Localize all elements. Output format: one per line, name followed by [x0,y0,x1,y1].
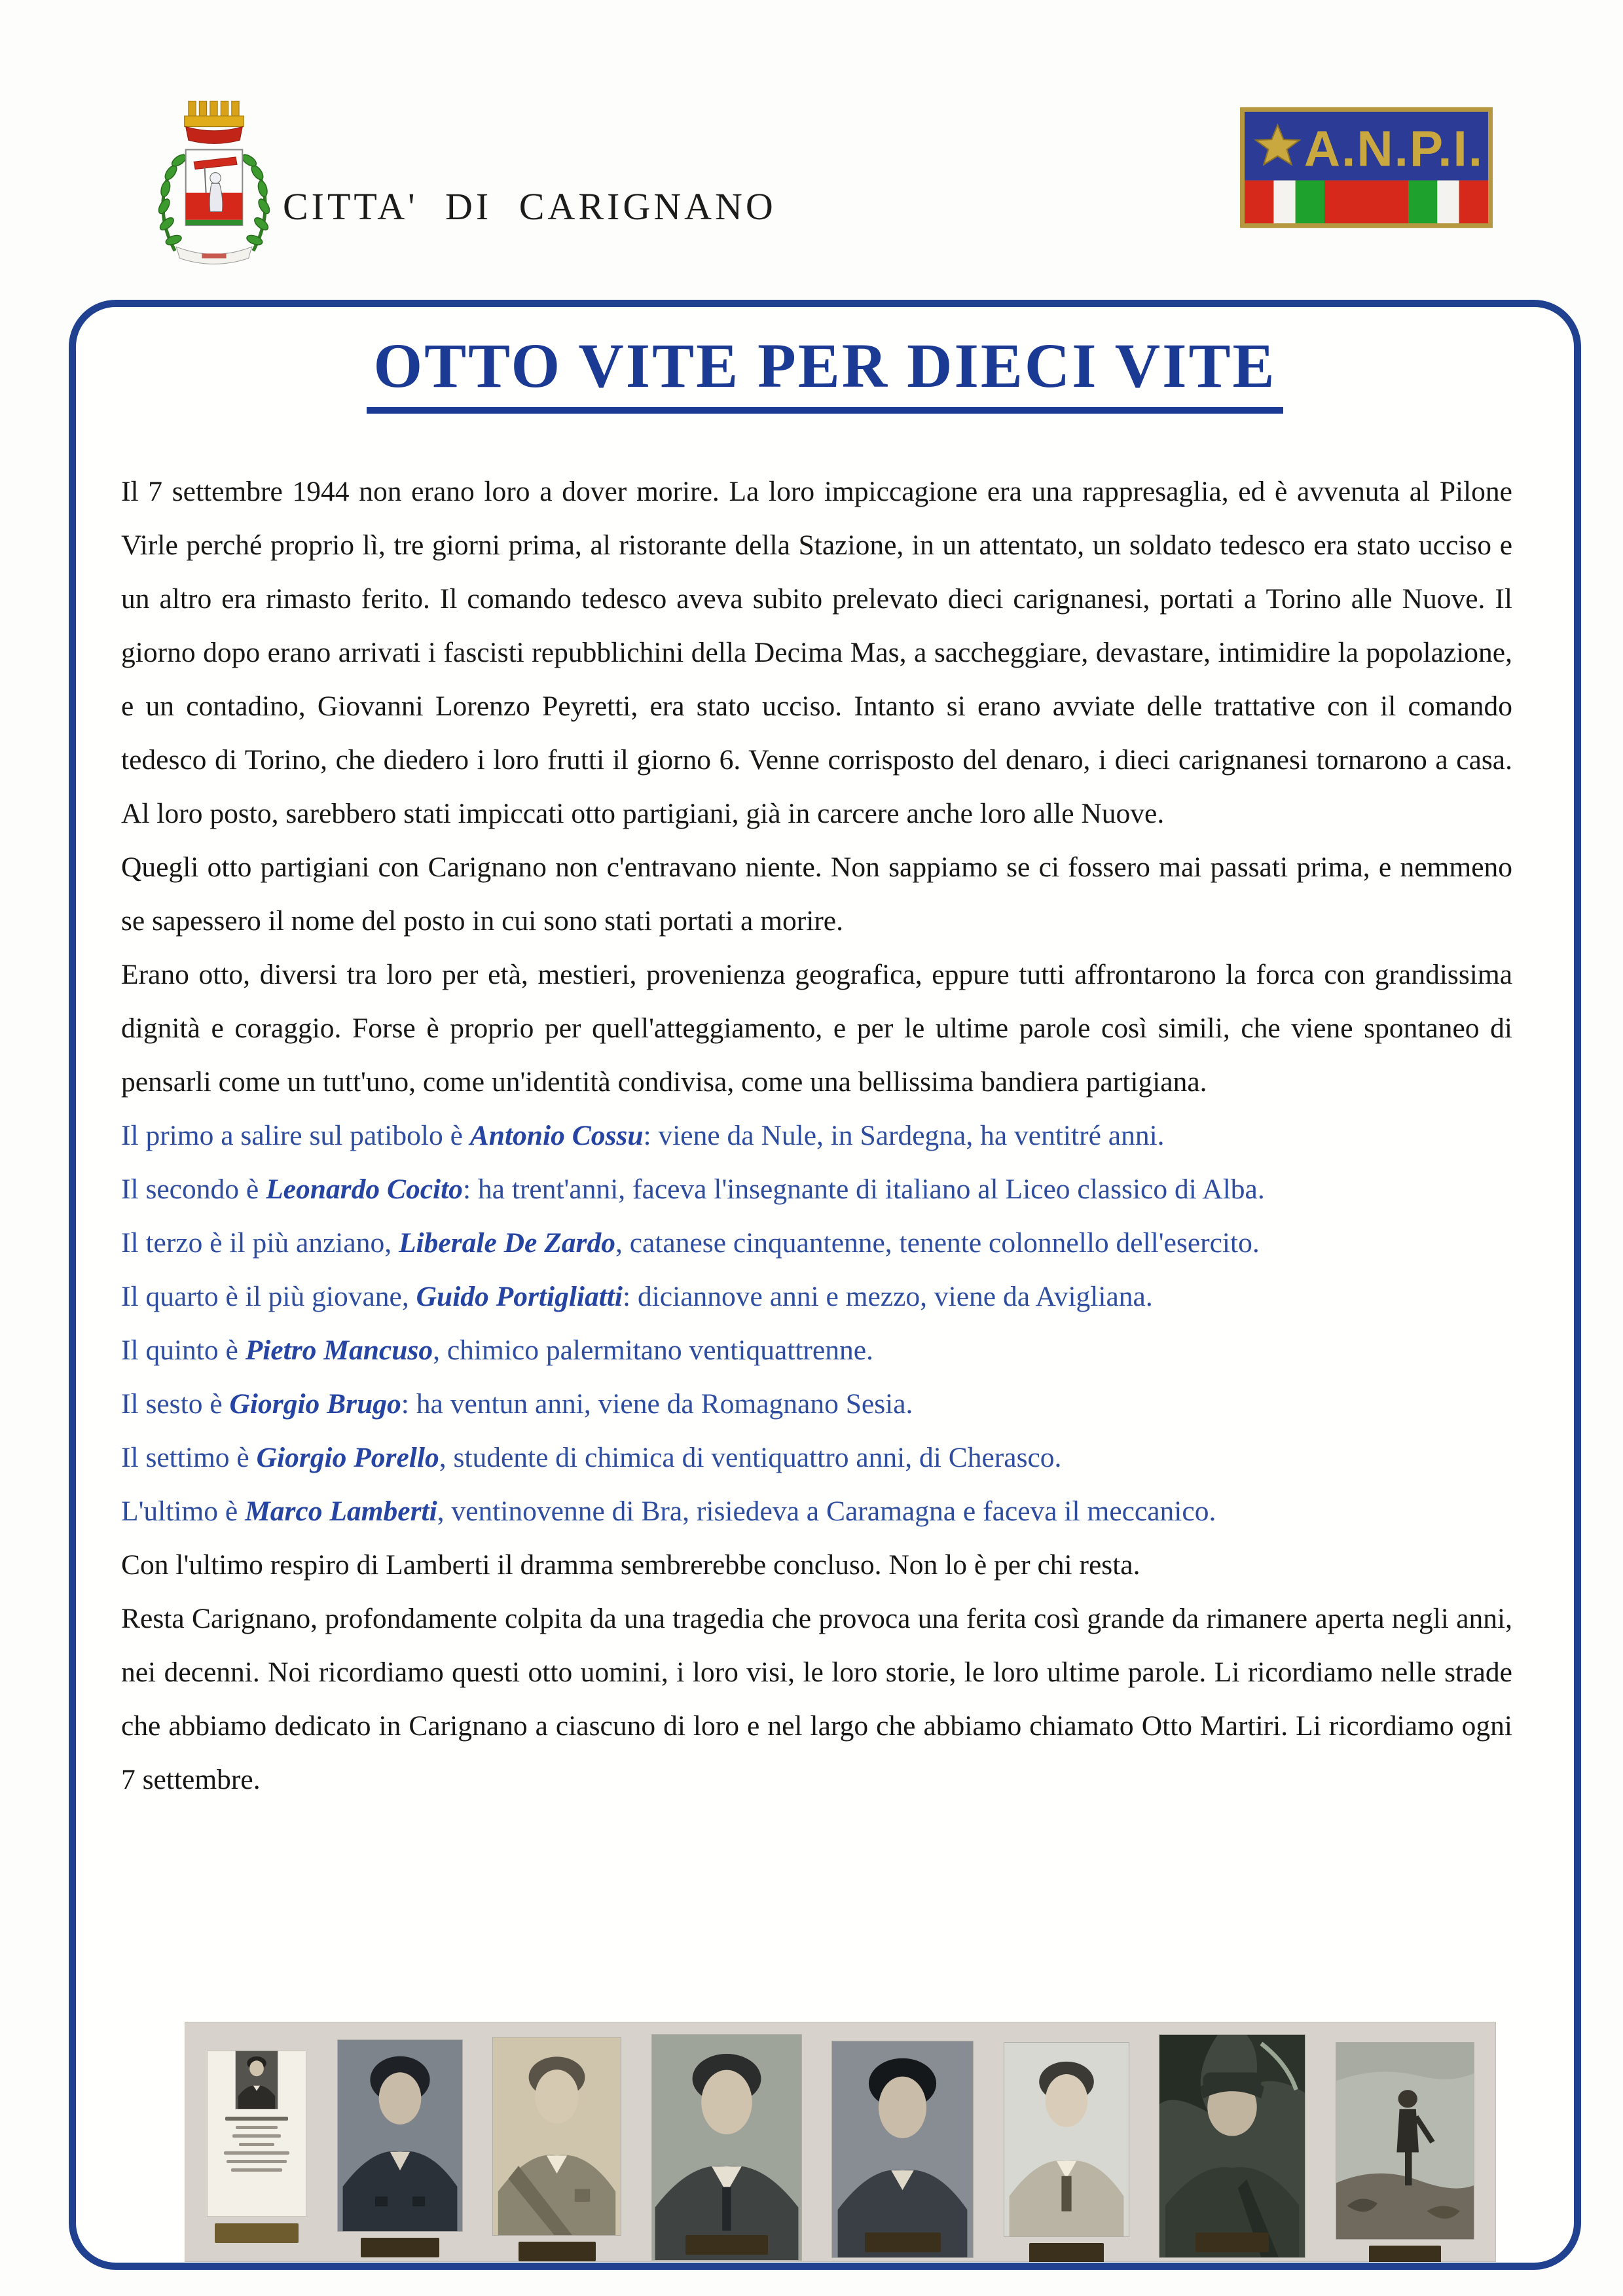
document-title-text: OTTO VITE PER DIECI VITE [367,329,1283,414]
anpi-tricolor-ribbon [1245,181,1488,224]
paragraph-intro: Il 7 settembre 1944 non erano loro a dover morire. La loro impiccagione era una rappresaglia, ed è avvenuta al Pilone Virle perché proprio lì, tre giorni prima, al ristorante della Stazione, in un attentato, un soldato tedesco era stato ucciso e un altro era rimasto ferito. Il comando tedesco aveva subito prelevato dieci carignanesi, portati a Torino alle Nuove. Il giorno dopo erano arrivati i fascisti repubblichini della Decima Mas, a saccheggiare, devastare, intimidire la popolazione, e un contadino, Giovanni Lorenzo Peyretti, era stato ucciso. Intanto si erano avviate delle trattative con il comando tedesco di Torino, che diedero i loro frutti il giorno 6. Venne corrisposto del denaro, i dieci carignanesi tornarono a casa. Al loro posto, sarebbero stati impiccati otto partigiani, già in carcere anche loro alle Nuove. [121,476,1512,829]
victim-7-name: Giorgio Porello [256,1442,439,1473]
photo-5 [832,2041,973,2252]
victim-3-before: Il terzo è il più anziano, [121,1227,399,1259]
portrait-photo-small [236,2051,278,2109]
victim-3-after: , catanese cinquantenne, tenente colonnello dell'esercito. [615,1227,1260,1259]
photo-1 [207,2034,306,2243]
paragraph-memory: Resta Carignano, profondamente colpita da una tragedia che provoca una ferita così grande da rimanere aperta negli anni, nei decenni. Noi ricordiamo questi otto uomini, i loro visi, le loro storie, le loro ultime parole. Li ricordiamo nelle strade che abbiamo dedicato in Carignano a ciascuno di loro e nel largo che abbiamo chiamato Otto Martiri. Li ricordiamo ogni 7 settembre. [121,1603,1512,1795]
victim-line-3 [121,1216,1512,1270]
victim-8-after: , ventinovenne di Bra, risiedeva a Caramagna e faceva il meccanico. [437,1496,1216,1527]
portrait-photo [1004,2043,1129,2236]
photo-2 [338,2040,462,2257]
shield [186,150,243,225]
document-title [76,329,1574,414]
paragraph-dignity: Erano otto, diversi tra loro per età, mestieri, provenienza geografica, eppure tutti affrontarono la forca con grandissima dignità e coraggio. Forse è proprio per quell'atteggiamento, e per le ultime parole così simili, che viene spontaneo di pensarli come un tutt'uno, come un'identità condivisa, come una bellissima bandiera partigiana. [121,959,1512,1098]
victim-line-5 [121,1323,1512,1377]
photo-7 [1159,2035,1305,2252]
victim-line-1 [121,1109,1512,1162]
name-plaque [361,2238,439,2257]
name-plaque [865,2233,941,2252]
memorial-photos-strip [185,2022,1496,2262]
city-name: CITTA' DI CARIGNANO [283,185,776,228]
anpi-label: A.N.P.I. [1304,121,1484,177]
portrait-photo [832,2041,973,2257]
photo-6 [1004,2043,1129,2262]
victim-1-before: Il primo a salire sul patibolo è [121,1120,470,1151]
photo-3 [493,2037,621,2261]
victim-4-before: Il quarto è il più giovane, [121,1281,416,1312]
photo-4 [652,2035,801,2255]
victim-8-name: Marco Lamberti [245,1496,437,1527]
portrait-photo [1336,2043,1474,2239]
victim-line-8 [121,1484,1512,1538]
victim-5-name: Pietro Mancuso [245,1335,433,1366]
carignano-city-crest [145,92,283,267]
victim-2-before: Il secondo è [121,1174,266,1205]
victim-2-name: Leonardo Cocito [266,1174,463,1205]
paragraph-lamberti: Con l'ultimo respiro di Lamberti il dramma sembrerebbe concluso. Non lo è per chi resta. [121,1549,1140,1581]
memorial-card [207,2051,306,2217]
anpi-logo [1239,106,1493,229]
victim-5-after: , chimico palermitano ventiquattrenne. [433,1335,873,1366]
name-plaque [215,2223,299,2243]
victim-line-2 [121,1162,1512,1216]
victim-line-7 [121,1431,1512,1484]
victim-3-name: Liberale De Zardo [398,1227,615,1259]
name-plaque [1029,2243,1104,2262]
victim-4-after: : diciannove anni e mezzo, viene da Avigliana. [623,1281,1153,1312]
name-plaque [1195,2233,1269,2252]
name-plaque [519,2242,596,2261]
portrait-photo [338,2040,462,2231]
victim-line-6 [121,1377,1512,1431]
victim-4-name: Guido Portigliatti [416,1281,623,1312]
victim-7-after: , studente di chimica di ventiquattro anni, di Cherasco. [439,1442,1062,1473]
crown-icon [185,101,244,143]
memorial-card-text [220,2117,293,2172]
victim-line-4 [121,1270,1512,1323]
portrait-photo [493,2037,621,2235]
photo-8 [1336,2043,1474,2262]
document-body [121,465,1512,1806]
paragraph-partisans: Quegli otto partigiani con Carignano non c'entravano niente. Non sappiamo se ci fossero mai passati prima, e nemmeno se sapessero il nome del posto in cui sono stati portati a morire. [121,852,1512,937]
name-plaque [685,2235,768,2255]
portrait-photo [652,2035,801,2260]
victim-7-before: Il settimo è [121,1442,257,1473]
victim-1-name: Antonio Cossu [469,1120,644,1151]
name-plaque [1369,2246,1441,2262]
victim-1-after: : viene da Nule, in Sardegna, ha ventitré anni. [643,1120,1165,1151]
victim-2-after: : ha trent'anni, faceva l'insegnante di italiano al Liceo classico di Alba. [462,1174,1265,1205]
victim-6-before: Il sesto è [121,1388,230,1420]
victim-5-before: Il quinto è [121,1335,246,1366]
portrait-photo [1159,2035,1305,2257]
victim-6-name: Giorgio Brugo [229,1388,401,1420]
document-frame [69,300,1581,2270]
victim-6-after: : ha ventun anni, viene da Romagnano Sesia. [401,1388,913,1420]
victim-8-before: L'ultimo è [121,1496,246,1527]
